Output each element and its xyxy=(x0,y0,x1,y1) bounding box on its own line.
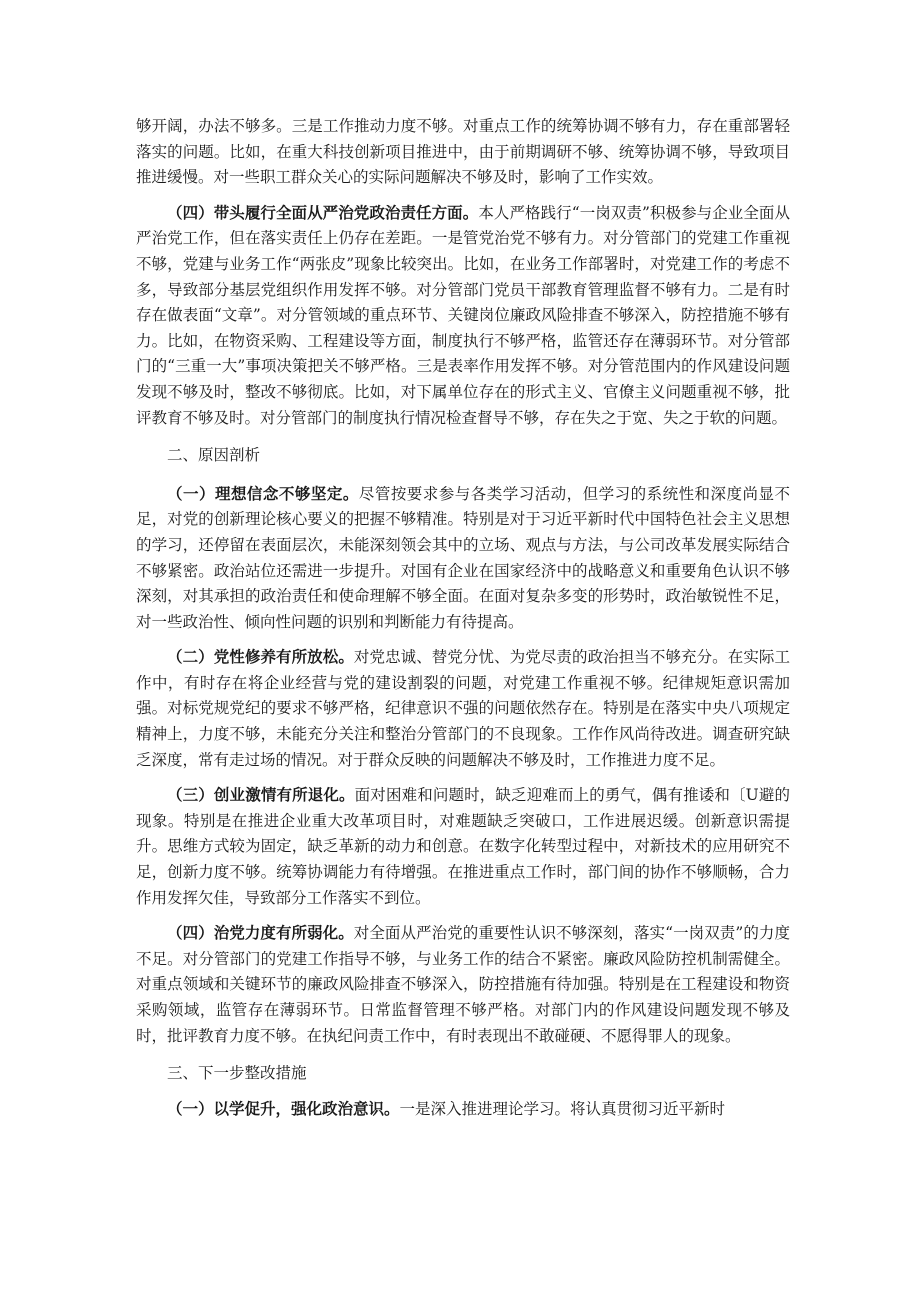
section-heading-cause-analysis: 二、原因剖析 xyxy=(167,446,261,465)
paragraph-lead: （二）党性修养有所放松。 xyxy=(167,647,354,667)
paragraph-lead: （一）理想信念不够坚定。 xyxy=(167,483,359,503)
paragraph-body: 本人严格践行“一岗双责”积极参与企业全面从严治党工作，但在落实责任上仍存在差距。一是管党治党不够有力。对分管部门的党建工作重视不够，党建与业务工作“两张皮”现象比较突出。比如，在业务工作部署时，对党建工作的考虑不多，导致部分基层党组织作用发挥不够。对分管部门党员干部教育管理监督不够有力。二是有时存在做表面“文章”。对分管领域的重点环节、关键岗位廉政风险排查不够深入，防控措施不够有力。比如，在物资采购、工程建设等方面，制度执行不够严格，监管还存在薄弱环节。对分管部门的“三重一大”事项决策把关不够严格。三是表率作用发挥不够。对分管范围内的作风建设问题发现不够及时，整改不够彻底。比如，对下属单位存在的形式主义、官僚主义问题重视不够，批评教育不够及时。对分管部门的制度执行情况检查督导不够，存在失之于宽、失之于软的问题。 xyxy=(136,203,790,427)
paragraph-lead: （四）治党力度有所弱化。 xyxy=(167,923,354,943)
paragraph-body: 面对困难和问题时，缺乏迎难而上的勇气，偶有推诿和〔U避的现象。特别是在推进企业重大改革项目时，对难题缺乏突破口，工作进展迟缓。创新意识需提升。思维方式较为固定，缺乏革新的动力和创意。在数字化转型过程中，对新技术的应用研究不足，创新力度不够。统筹协调能力有待增强。在推进重点工作时，部门间的协作不够顺畅，合力作用发挥欠佳，导致部分工作落实不到位。 xyxy=(136,786,790,907)
paragraph-enthusiasm xyxy=(136,782,790,911)
paragraph-governance xyxy=(136,920,790,1049)
paragraph-continuation: 够开阔，办法不够多。三是工作推动力度不够。对重点工作的统筹协调不够有力，存在重部署轻落实的问题。比如，在重大科技创新项目推进中，由于前期调研不够、统筹协调不够，导致项目推进缓慢。对一些职工群众关心的实际问题解决不够及时，影响了工作实效。 xyxy=(136,117,790,187)
paragraph-body: 尽管按要求参与各类学习活动，但学习的系统性和深度尚显不足，对党的创新理论核心要义的把握不够精准。特别是对于习近平新时代中国特色社会主义思想的学习，还停留在表面层次，未能深刻领会其中的立场、观点与方法，与公司改革发展实际结合不够紧密。政治站位还需进一步提升。对国有企业在国家经济中的战略意义和重要角色认识不够深刻，对其承担的政治责任和使命理解不够全面。在面对复杂多变的形势时，政治敏锐性不足，对一些政治性、倾向性问题的识别和判断能力有待提高。 xyxy=(136,484,790,631)
document-page xyxy=(136,114,790,1122)
paragraph-responsibility xyxy=(136,200,790,431)
paragraph-body: 一是深入推进理论学习。将认真贯彻习近平新时 xyxy=(399,1099,726,1118)
paragraph-lead: （四）带头履行全面从严治党政治责任方面。 xyxy=(167,202,479,222)
paragraph-lead: （三）创业激情有所退化。 xyxy=(167,785,355,805)
paragraph-body: 对全面从严治党的重要性认识不够深刻，落实“一岗双责”的力度不足。对分管部门的党建工作指导不够，与业务工作的结合不紧密。廉政风险防控机制需健全。对重点领域和关键环节的廉政风险排查不够深入，防控措施有待加强。特别是在工程建设和物资采购领域，监管存在薄弱环节。日常监督管理不够严格。对部门内的作风建设问题发现不够及时，批评教育力度不够。在执纪问责工作中，有时表现出不敢碰硬、不愿得罪人的现象。 xyxy=(136,924,790,1045)
section-heading-rectification: 三、下一步整改措施 xyxy=(167,1064,307,1083)
paragraph-study xyxy=(136,1096,790,1123)
paragraph-lead: （一）以学促升，强化政治意识。 xyxy=(167,1098,400,1118)
paragraph-party-spirit xyxy=(136,644,790,773)
paragraph-body: 对党忠诚、替党分忧、为党尽责的政治担当不够充分。在实际工作中，有时存在将企业经营与党的建设割裂的问题，对党建工作重视不够。纪律规矩意识需加强。对标党规党纪的要求不够严格，纪律意识不强的问题依然存在。特别是在落实中央八项规定精神上，力度不够，未能充分关注和整治分管部门的不良现象。工作作风尚待改进。调查研究缺乏深度，常有走过场的情况。对于群众反映的问题解决不够及时，工作推进力度不足。 xyxy=(136,648,790,769)
paragraph-ideals xyxy=(136,481,790,636)
